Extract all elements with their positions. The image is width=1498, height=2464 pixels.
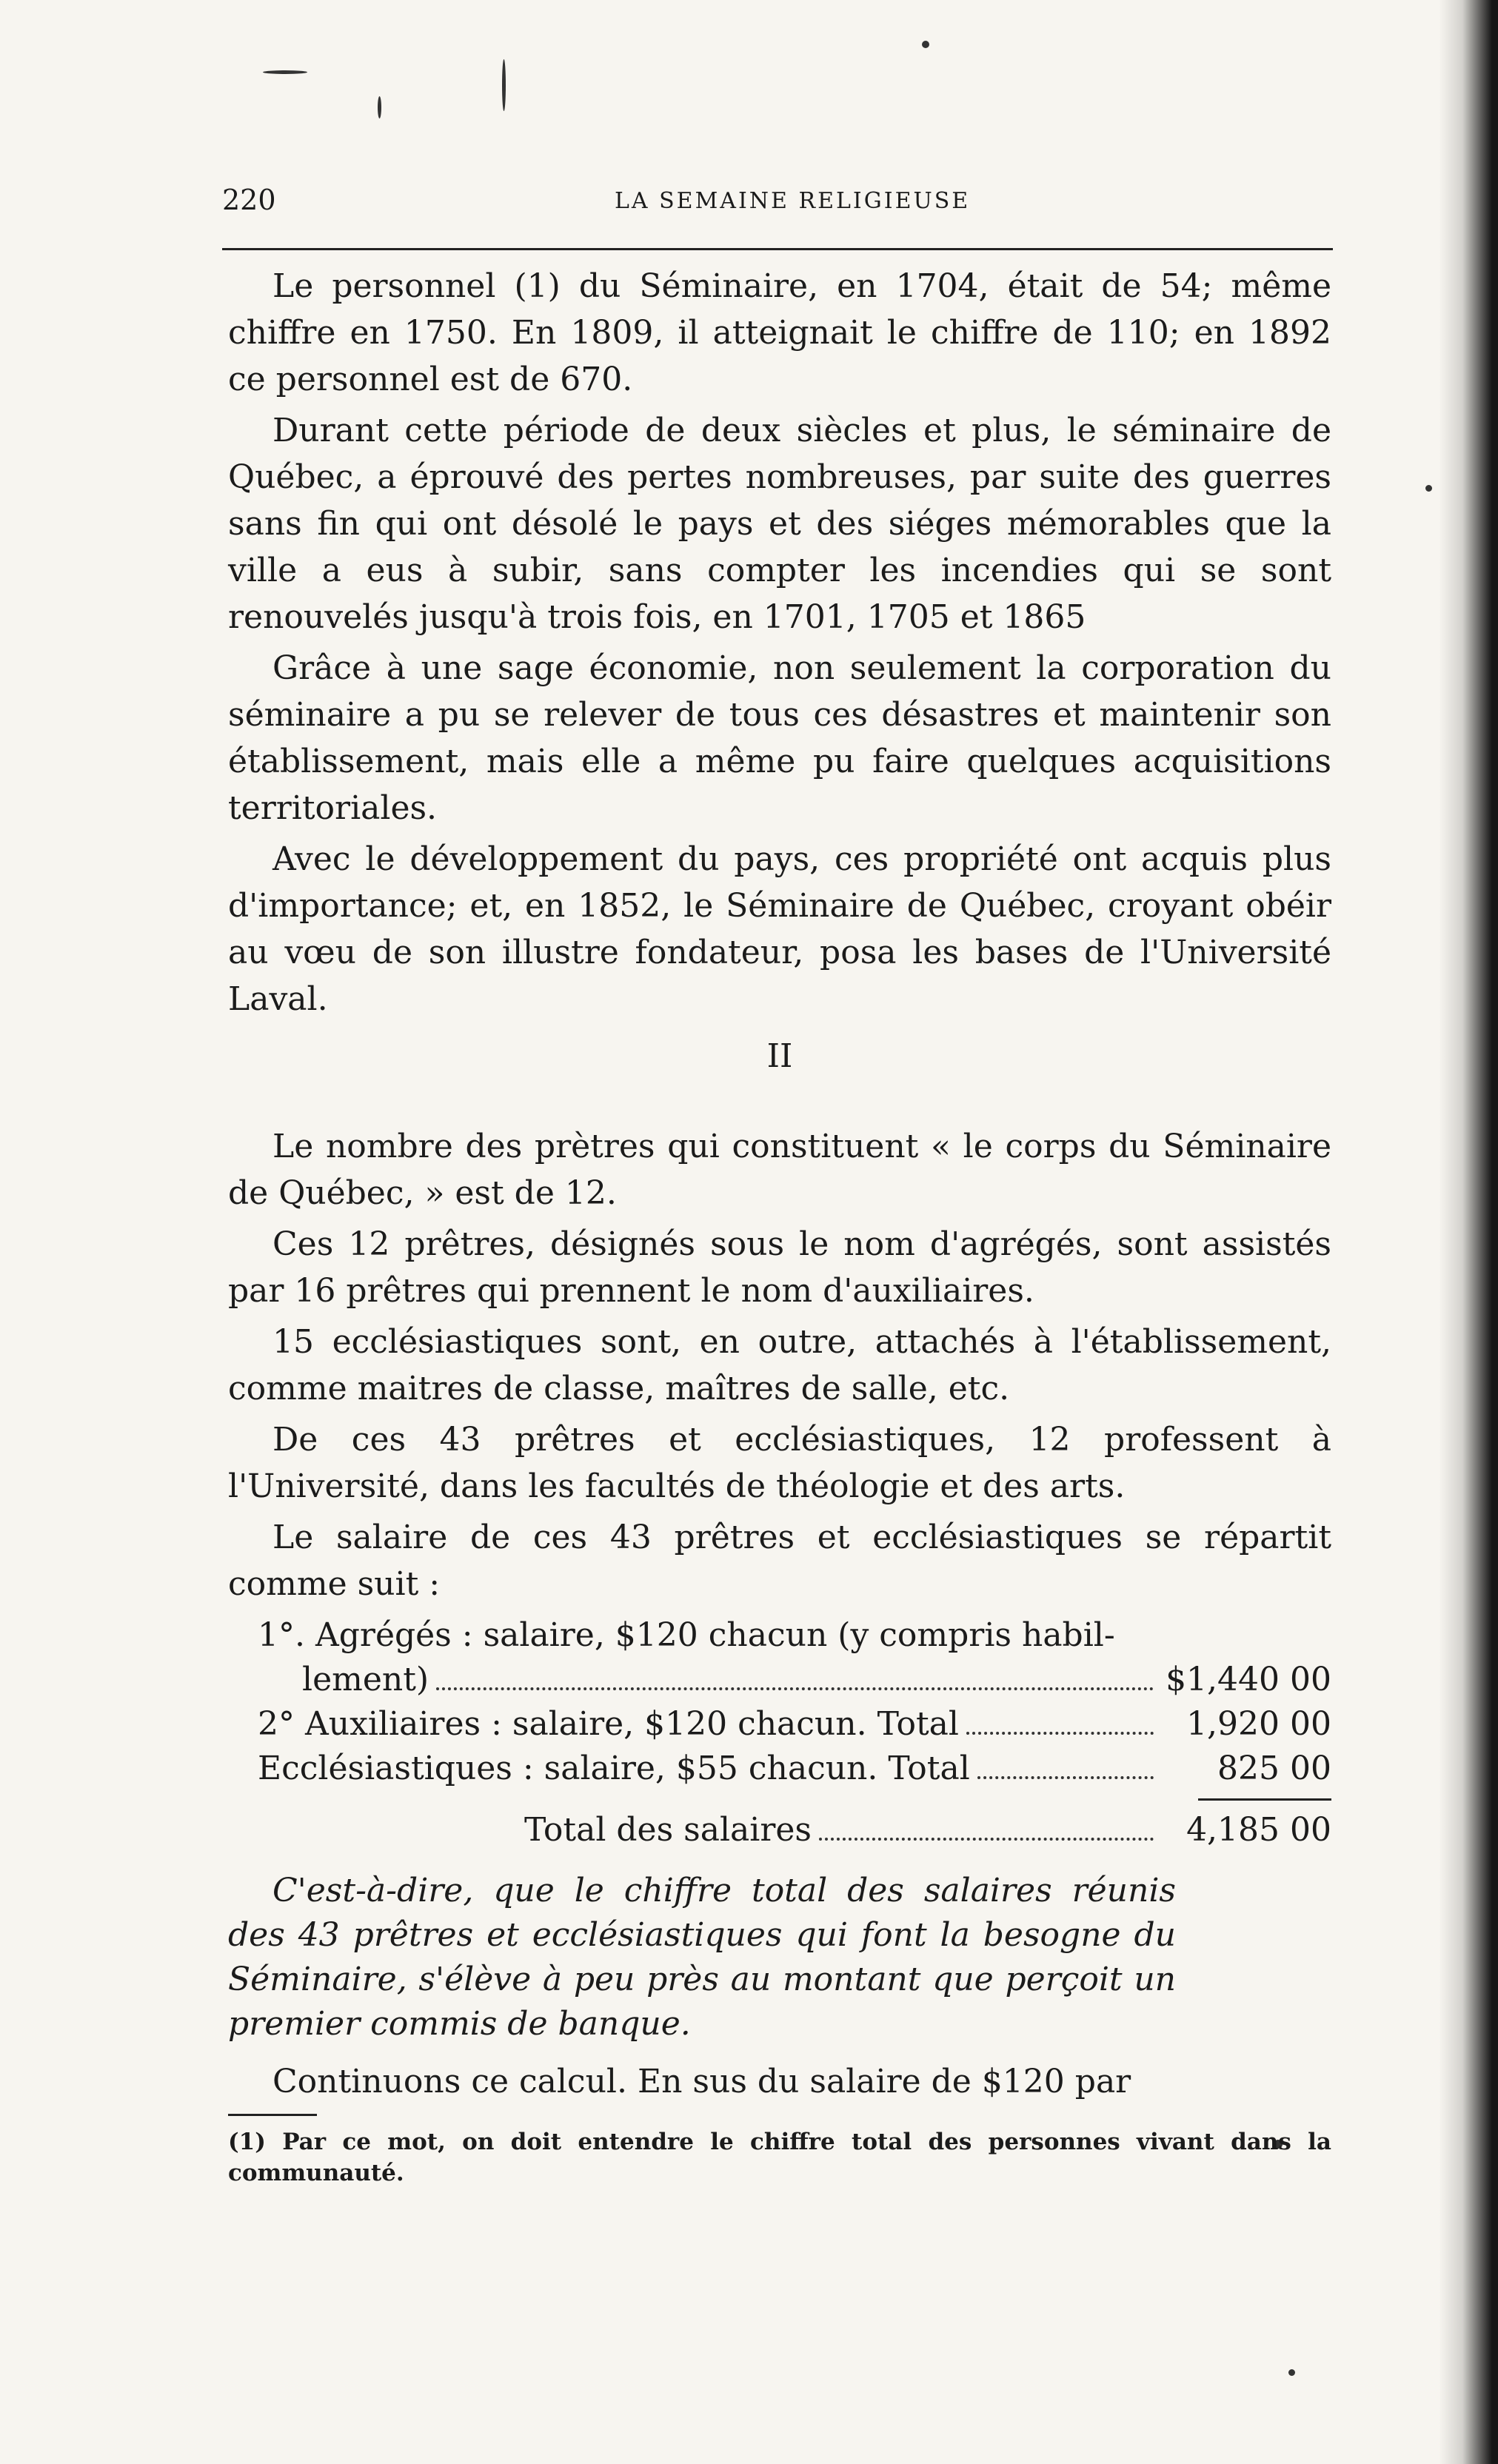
section-heading: II: [766, 1037, 793, 1075]
salary-row-agreges: [228, 1658, 1331, 1702]
salary-label: 2° Auxiliaires : salaire, $120 chacun. Total: [258, 1705, 959, 1743]
ink-speck: [378, 96, 381, 118]
paragraph: Avec le développement du pays, ces propriété ont acquis plus d'importance; et, en 1852, le Séminaire de Québec, croyant obéir au vœu de son illustre fondateur, posa les bases de l'Université Laval.: [228, 840, 1331, 1018]
salary-table: [228, 1613, 1331, 1852]
salary-total-row: [228, 1808, 1331, 1852]
paragraph: Le salaire de ces 43 prêtres et ecclésiastiques se répartit comme suit :: [228, 1519, 1331, 1603]
paragraph: Ces 12 prêtres, désignés sous le nom d'agrégés, sont assistés par 16 prêtres qui prennent le nom d'auxiliaires.: [228, 1225, 1331, 1310]
salary-amount: $1,440 00: [1166, 1661, 1331, 1698]
page-body: [228, 263, 1331, 2189]
ink-speck: [922, 41, 929, 48]
ink-speck: [502, 59, 506, 111]
ink-speck: [263, 70, 307, 74]
total-amount: 4,185 00: [1186, 1811, 1331, 1849]
page-header: [222, 184, 1333, 228]
leader-dots: [819, 1838, 1154, 1841]
footnote: (1) Par ce mot, on doit entendre le chiffre total des personnes vivant dans la communauté.: [228, 2129, 1331, 2186]
salary-row-agreges-line1: 1°. Agrégés : salaire, $120 chacun (y compris habil-: [258, 1616, 1115, 1654]
running-title: LA SEMAINE RELIGIEUSE: [615, 188, 971, 214]
header-rule: [222, 248, 1333, 250]
salary-row-ecclesiastiques: [228, 1747, 1331, 1791]
salary-label: Ecclésiastiques : salaire, $55 chacun. Total: [258, 1750, 970, 1787]
salary-amount: 825 00: [1217, 1750, 1331, 1787]
book-binding-edge: [1439, 0, 1498, 2464]
leader-dots: [966, 1732, 1154, 1735]
paragraph: Le nombre des prètres qui constituent « le corps du Séminaire de Québec, » est de 12.: [228, 1128, 1331, 1212]
leader-dots: [977, 1776, 1154, 1779]
italic-note: C'est-à-dire, que le chiffre total des salaires réunis des 43 prêtres et ecclésiastiques qui font la besogne du Séminaire, s'élève à peu près au montant que perçoit un premier commis de banque.: [228, 1872, 1176, 2043]
paragraph: Le personnel (1) du Séminaire, en 1704, était de 54; même chiffre en 1750. En 1809, il atteignait le chiffre de 110; en 1892 ce personnel est de 670.: [228, 267, 1331, 398]
leader-dots: [436, 1687, 1154, 1690]
paragraph: 15 ecclésiastiques sont, en outre, attachés à l'établissement, comme maitres de classe, maîtres de salle, etc.: [228, 1323, 1331, 1407]
paragraph: Durant cette période de deux siècles et plus, le séminaire de Québec, a éprouvé des pertes nombreuses, par suite des guerres sans fin qui ont désolé le pays et des siéges mémorables que la ville a eus à subir, sans compter les incendies qui se sont renouvelés jusqu'à trois fois, en 1701, 1705 et 1865: [228, 412, 1331, 636]
paragraph-continued: Continuons ce calcul. En sus du salaire de $120 par: [272, 2063, 1131, 2100]
sum-rule: [1198, 1798, 1331, 1801]
salary-row-auxiliaires: [228, 1702, 1331, 1747]
page-number: 220: [222, 184, 276, 216]
paragraph: Grâce à une sage économie, non seulement la corporation du séminaire a pu se relever de tous ces désastres et maintenir son établissement, mais elle a même pu faire quelques acquisitions territoriales.: [228, 649, 1331, 827]
paragraph: De ces 43 prêtres et ecclésiastiques, 12 professent à l'Université, dans les facultés de théologie et des arts.: [228, 1421, 1331, 1505]
ink-speck: [1288, 2369, 1295, 2376]
total-label: Total des salaires: [524, 1811, 812, 1849]
salary-label: lement): [302, 1661, 429, 1698]
salary-amount: 1,920 00: [1186, 1705, 1331, 1743]
ink-speck: [1425, 485, 1432, 492]
footnote-rule: [228, 2114, 317, 2116]
